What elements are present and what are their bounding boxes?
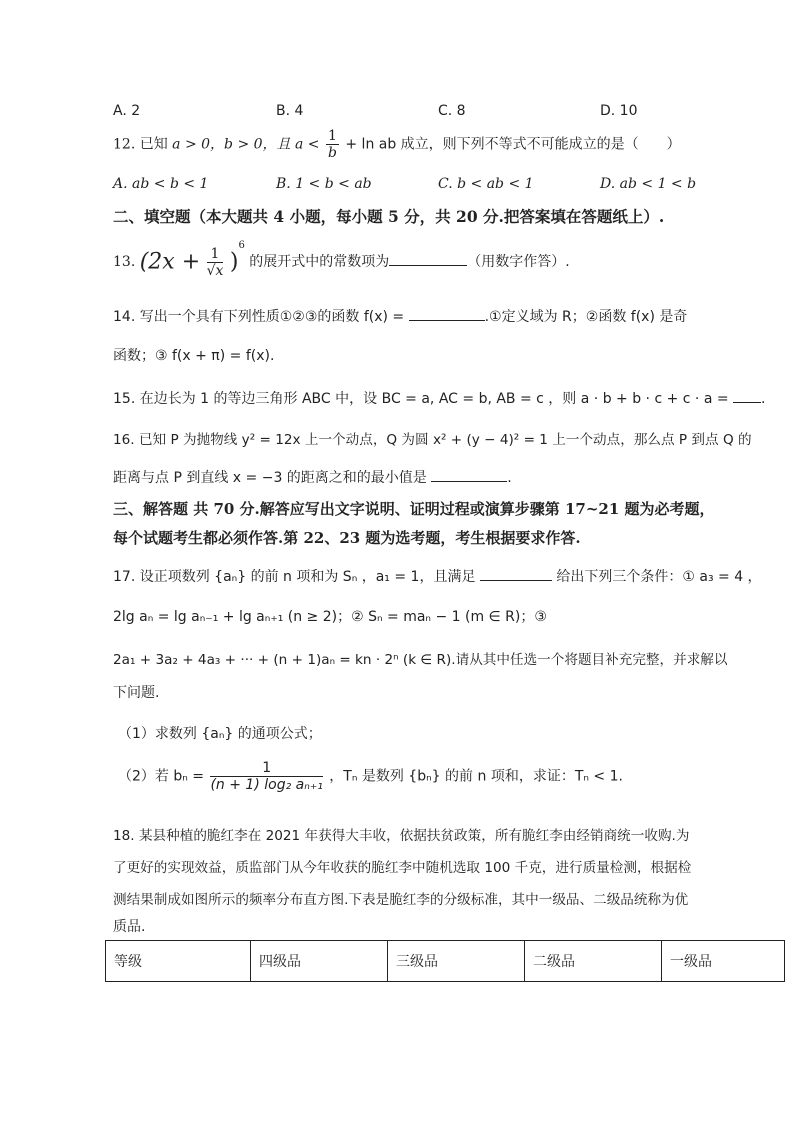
q16-answer-blank: [431, 469, 507, 482]
table-cell-grade-3: 三级品: [388, 941, 525, 982]
q17-fraction: [210, 760, 322, 793]
question-17-line-2: 2lg aₙ = lg aₙ₋₁ + lg aₙ₊₁ (n ≥ 2)；② Sₙ = maₙ − 1 (m ∈ R)；③: [113, 609, 547, 625]
q17-answer-blank: [480, 568, 552, 581]
q11-option-c: C. 8: [438, 103, 466, 119]
question-18-line-4: 质品.: [113, 919, 146, 935]
section-3-heading-line-1: 三、解答题 共 70 分.解答应写出文字说明、证明过程或演算步骤第 17~21 题为必考题，: [113, 500, 715, 518]
q17-frac-den: (n + 1) log₂ aₙ₊₁: [210, 777, 323, 793]
q13-fraction: [207, 246, 224, 279]
q13-number: 13.: [113, 254, 136, 270]
q11-option-a: A. 2: [113, 103, 141, 119]
q14-answer-blank: [409, 308, 485, 321]
q12-option-d: D. ab < 1 < b: [600, 176, 697, 192]
q12-option-c: C. b < ab < 1: [438, 176, 534, 192]
q12-fraction: [326, 128, 339, 161]
q12-option-a: A. ab < b < 1: [113, 176, 209, 192]
q11-option-d: D. 10: [600, 103, 638, 119]
table-row: [106, 941, 785, 982]
question-13: [113, 240, 570, 279]
grade-standard-table: [105, 940, 785, 982]
q13-text: 的展开式中的常数项为: [249, 254, 390, 270]
q13-frac-den: √x: [206, 262, 224, 279]
q17-part2-lead: （2）若 bₙ =: [118, 768, 205, 785]
q15-answer-blank: [733, 390, 761, 403]
table-cell-grade-2: 二级品: [525, 941, 662, 982]
question-17-line-1: [113, 566, 762, 586]
q13-frac-num: 1: [207, 246, 224, 263]
question-12: [113, 128, 681, 161]
q14-text: 14. 写出一个具有下列性质①②③的函数 f(x) =: [113, 309, 405, 325]
q12-tail: + ln ab 成立，则下列不等式不可能成立的是（ ）: [345, 136, 681, 153]
question-17-line-4: 下问题.: [113, 685, 160, 701]
q13-tail: （用数字作答）.: [467, 254, 570, 270]
q17-text: 17. 设正项数列 {aₙ} 的前 n 项和为 Sₙ ，a₁ = 1，且满足: [113, 569, 476, 585]
q12-number: 12.: [113, 136, 136, 153]
question-17-line-3: 2a₁ + 3a₂ + 4a₃ + ··· + (n + 1)aₙ = kn · 2ⁿ (k ∈ R).请从其中任选一个将题目补充完整，并求解以: [113, 652, 728, 668]
question-14-line-1: [113, 306, 687, 326]
q15-text: 15. 在边长为 1 的等边三角形 ABC 中，设 BC = a, AC = b, AB = c ，则 a · b + b · c + c · a =: [113, 391, 729, 407]
question-18-line-3: 测结果制成如图所示的频率分布直方图.下表是脆红李的分级标准，其中一级品、二级品统称为优: [113, 892, 689, 908]
q16-text: 距离与点 P 到直线 x = −3 的距离之和的最小值是: [113, 470, 427, 486]
question-18-line-1: 18. 某县种植的脆红李在 2021 年获得大丰收，依据扶贫政策，所有脆红李由经销商统一收购.为: [113, 828, 690, 844]
question-18-line-2: 了更好的实现效益，质监部门从今年收获的脆红李中随机选取 100 千克，进行质量检测，根据检: [113, 860, 692, 876]
question-16-line-2: [113, 467, 512, 487]
q12-frac-num: 1: [328, 128, 337, 144]
question-17-part-2: [118, 760, 623, 793]
question-14-line-2: 函数；③ f(x + π) = f(x).: [113, 348, 275, 364]
q13-exponent: 6: [238, 240, 245, 251]
q12-intro: 已知: [139, 136, 168, 153]
table-cell-grade-1: 一级品: [662, 941, 785, 982]
table-cell-grade-4: 四级品: [251, 941, 388, 982]
q14-tail: .①定义域为 R；②函数 f(x) 是奇: [484, 309, 688, 325]
question-15: [113, 388, 766, 408]
q13-answer-blank: [389, 253, 467, 266]
section-3-heading-line-2: 每个试题考生都必须作答.第 22、23 题为选考题，考生根据要求作答.: [113, 529, 581, 547]
q13-expr-right: ): [229, 249, 239, 275]
q17-line1-tail: 给出下列三个条件：① a₃ = 4 ，: [556, 569, 762, 585]
table-cell-grade: 等级: [106, 941, 251, 982]
q17-frac-num: 1: [210, 760, 322, 777]
question-17-part-1: （1）求数列 {aₙ} 的通项公式；: [118, 726, 322, 742]
q16-tail: .: [507, 470, 512, 486]
q12-option-b: B. 1 < b < ab: [276, 176, 372, 192]
q11-option-b: B. 4: [276, 103, 304, 119]
q15-tail: .: [761, 391, 766, 407]
q17-part2-tail: ，Tₙ 是数列 {bₙ} 的前 n 项和，求证：Tₙ < 1.: [329, 768, 623, 785]
section-2-heading: 二、填空题（本大题共 4 小题，每小题 5 分，共 20 分.把答案填在答题纸上）.: [113, 207, 665, 226]
q12-condition: a > 0，b > 0，且 a <: [172, 136, 320, 153]
question-16-line-1: 16. 已知 P 为抛物线 y² = 12x 上一个动点，Q 为圆 x² + (y − 4)² = 1 上一个动点，那么点 P 到点 Q 的: [113, 432, 752, 448]
q12-frac-den: b: [327, 145, 337, 161]
q13-expr-left: (2x +: [139, 249, 201, 275]
